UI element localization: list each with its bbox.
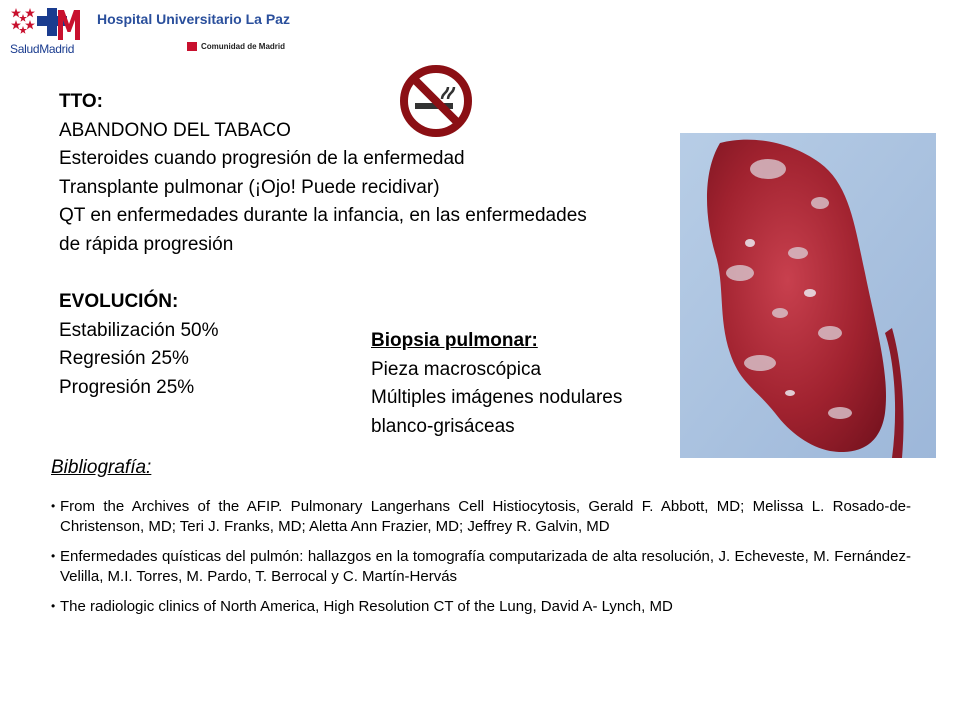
bibliography-list (51, 497, 911, 627)
evolution-line: Progresión 25% (59, 376, 195, 398)
region-name: Comunidad de Madrid (201, 42, 285, 51)
bibliography-item: • The radiologic clinics of North America, High Resolution CT of the Lung, David A- Lynch, MD (51, 597, 911, 617)
bibliography-title: Bibliografía: (51, 457, 152, 478)
region-logo (187, 42, 285, 51)
evolution-line: Estabilización 50% (59, 319, 219, 341)
lung-specimen-photo (680, 133, 936, 458)
treatment-section (59, 88, 689, 260)
logo-text: SaludMadrid (10, 42, 75, 56)
bibliography-item: • From the Archives of the AFIP. Pulmonary Langerhans Cell Histiocytosis, Gerald F. Abbott, MD; Melissa L. Rosado-de-Christenson, MD; Teri J. Franks, MD; Aletta Ann Frazier, MD; Jeffrey R. Galvin, MD (51, 497, 911, 537)
biopsy-line: Múltiples imágenes nodulares (371, 387, 623, 409)
treatment-line: Esteroides cuando progresión de la enfermedad (59, 148, 465, 170)
evolution-title: EVOLUCIÓN: (59, 291, 179, 312)
region-flag-icon (187, 42, 197, 51)
treatment-line: QT en enfermedades durante la infancia, en las enfermedades (59, 205, 587, 227)
evolution-line: Regresión 25% (59, 348, 189, 370)
biopsy-line: Pieza macroscópica (371, 358, 542, 380)
evolution-section (59, 288, 359, 402)
treatment-line: ABANDONO DEL TABACO (59, 119, 291, 141)
treatment-title: TTO: (59, 91, 103, 112)
hospital-name: Hospital Universitario La Paz (97, 11, 290, 27)
bibliography-item: • Enfermedades quísticas del pulmón: hallazgos en la tomografía computarizada de alta resolución, J. Echeveste, M. Fernández-Velilla, M.I. Torres, M. Pardo, T. Berrocal y C. Martín-Hervás (51, 547, 911, 587)
biopsy-section (371, 327, 681, 441)
biopsy-line: blanco-grisáceas (371, 415, 515, 437)
treatment-line: de rápida progresión (59, 233, 234, 255)
treatment-line: Transplante pulmonar (¡Ojo! Puede recidivar) (59, 176, 440, 198)
biopsy-title: Biopsia pulmonar: (371, 330, 538, 351)
